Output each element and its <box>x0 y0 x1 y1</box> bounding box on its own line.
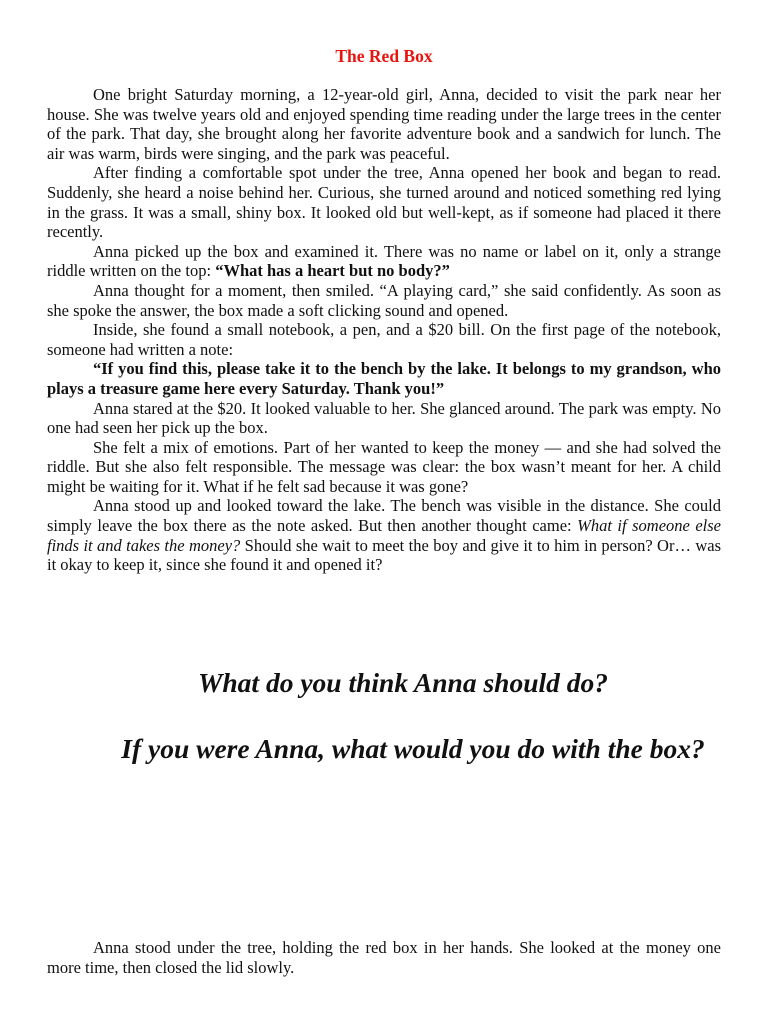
paragraph-7: Anna stared at the $20. It looked valuable to her. She glanced around. The park was empty. No one had seen her pick up the box. <box>47 398 721 438</box>
paragraph-2: After finding a comfortable spot under the tree, Anna opened her book and began to read. Suddenly, she heard a noise behind her. Curious, she turned around and noticed something red lying in the grass. It was a small, shiny box. It looked old but well-kept, as if someone had placed it there recently. <box>47 163 721 242</box>
paragraph-8: She felt a mix of emotions. Part of her wanted to keep the money — and she had solved the riddle. But she also felt responsible. The message was clear: the box wasn’t meant for her. A child might be waiting for it. What if he felt sad because it was gone? <box>47 437 721 496</box>
riddle-text: “What has a heart but no body?” <box>215 261 450 281</box>
paragraph-9 <box>47 496 721 574</box>
paragraph-1: One bright Saturday morning, a 12-year-old girl, Anna, decided to visit the park near her house. She was twelve years old and enjoyed spending time reading under the large trees in the center of the park. That day, she brought along her favorite adventure book and a sandwich for lunch. The air was warm, birds were singing, and the park was peaceful. <box>47 85 721 163</box>
story-title: The Red Box <box>335 46 433 66</box>
paragraph-3-text: Anna picked up the box and examined it. There was no name or label on it, only a strange riddle written on the top: <box>47 241 721 281</box>
paragraph-3 <box>47 242 721 281</box>
paragraph-4: Anna thought for a moment, then smiled. “A playing card,” she said confidently. As soon as she spoke the answer, the box made a soft clicking sound and opened. <box>47 280 721 320</box>
paragraph-9-start: Anna stood up and looked toward the lake. The bench was visible in the distance. She could simply leave the box there as the note asked. But then another thought came: <box>47 496 721 536</box>
question-1: What do you think Anna should do? <box>197 667 609 698</box>
paragraph-9-end: Should she wait to meet the boy and give it to him in person? Or… was it okay to keep it, since she found it and opened it? <box>47 535 721 575</box>
story-ending <box>47 938 721 977</box>
paragraph-5: Inside, she found a small notebook, a pen, and a $20 bill. On the first page of the notebook, someone had written a note: <box>47 320 721 359</box>
story-body <box>47 85 721 575</box>
paragraph-9-italic: What if someone else finds it and takes the money? <box>47 516 721 555</box>
question-2: If you were Anna, what would you do with the box? <box>121 733 705 764</box>
ending-paragraph: Anna stood under the tree, holding the red box in her hands. She looked at the money one more time, then closed the lid slowly. <box>47 938 721 977</box>
note-text: “If you find this, please take it to the bench by the lake. It belongs to my grandson, who plays a treasure game here every Saturday. Thank you!” <box>47 359 721 398</box>
paragraph-6 <box>47 359 721 398</box>
discussion-questions <box>47 666 721 766</box>
